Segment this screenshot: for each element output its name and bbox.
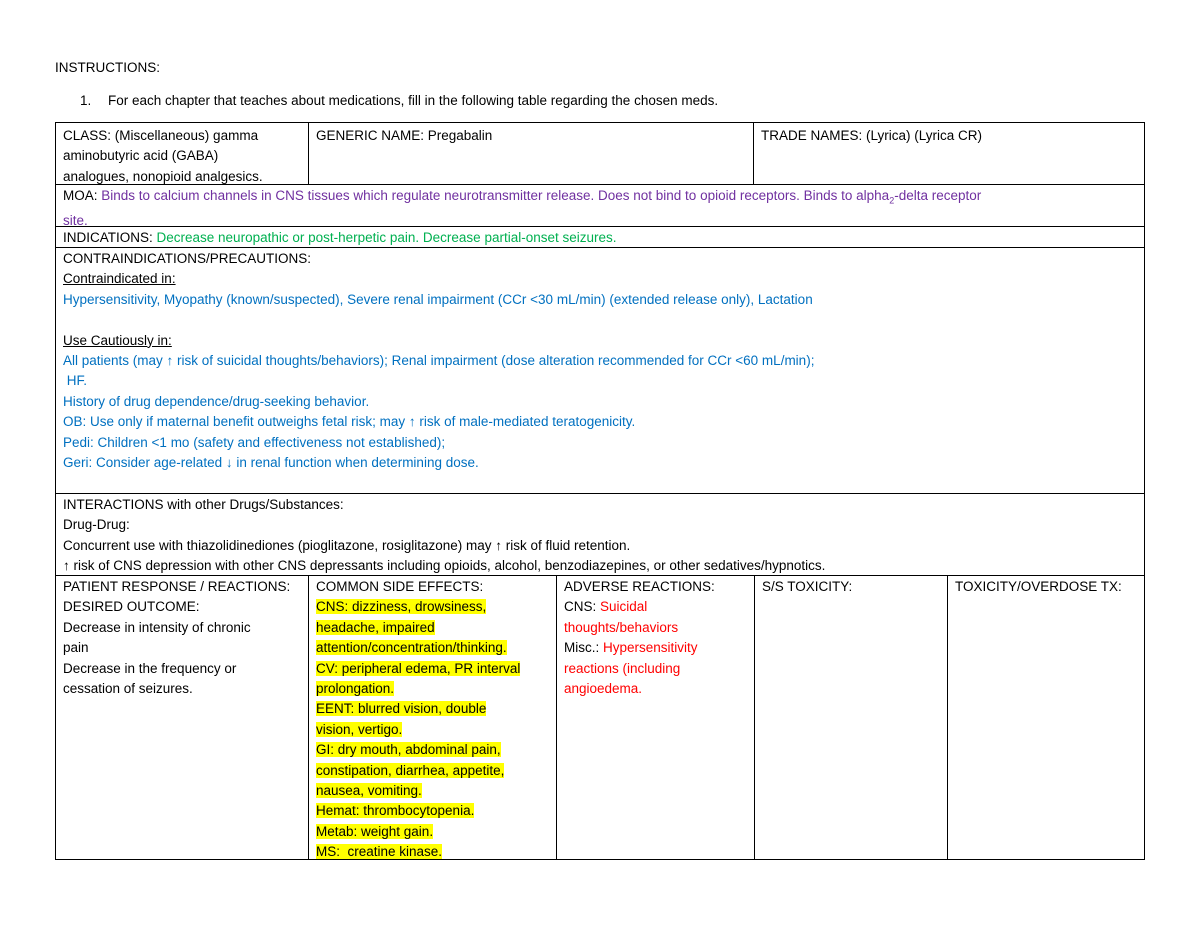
moa-label: MOA:: [63, 188, 102, 203]
class-cell: [56, 123, 309, 184]
adverse-cns-text-2: thoughts/behaviors: [564, 619, 679, 635]
moa-text: Binds to calcium channels in CNS tissues which regulate neurotransmitter release. Does not bind to opioid receptors. Binds to alpha: [101, 188, 890, 203]
adverse-misc-label: Misc.:: [564, 640, 603, 656]
cautious-line: All patients (may ↑ risk of suicidal thoughts/behaviors); Renal impairment (dose alteration recommended for CCr <60 mL/min);: [63, 353, 815, 369]
side-effect-line: Hemat: thrombocytopenia.: [316, 803, 475, 819]
response-line: DESIRED OUTCOME:: [63, 599, 200, 615]
adverse-misc-text-2: reactions (including: [564, 660, 681, 676]
side-effect-line: Metab: weight gain.: [316, 823, 434, 839]
side-effect-line: CNS: dizziness, drowsiness,: [316, 599, 487, 615]
trade-names-cell: [754, 123, 1144, 184]
contraindicated-text: Hypersensitivity, Myopathy (known/suspected), Severe renal impairment (CCr <30 mL/min) (extended release only), Lactation: [63, 291, 813, 307]
generic-name: GENERIC NAME: Pregabalin: [316, 128, 493, 143]
interactions-line: INTERACTIONS with other Drugs/Substances:: [63, 497, 344, 512]
cautious-line: Pedi: Children <1 mo (safety and effectiveness not established);: [63, 434, 446, 450]
side-effect-line: CV: peripheral edema, PR interval: [316, 660, 521, 676]
class-line: CLASS: (Miscellaneous) gamma: [63, 128, 259, 143]
toxicity-heading: S/S TOXICITY:: [762, 579, 853, 594]
trade-names: TRADE NAMES: (Lyrica) (Lyrica CR): [761, 128, 983, 143]
row-names: [56, 123, 1144, 185]
cautious-line: Geri: Consider age-related ↓ in renal function when determining dose.: [63, 455, 479, 471]
interactions-line: Concurrent use with thiazolidinediones (pioglitazone, rosiglitazone) may ↑ risk of fluid retention.: [63, 537, 631, 553]
adverse-heading: ADVERSE REACTIONS:: [564, 579, 715, 594]
overdose-heading: TOXICITY/OVERDOSE TX:: [955, 579, 1122, 594]
instructions-item-number: 1.: [80, 93, 92, 108]
side-effects-cell: [309, 576, 557, 859]
patient-response-cell: [56, 576, 309, 859]
class-line: aminobutyric acid (GABA): [63, 148, 219, 164]
row-indications: [56, 227, 1144, 248]
instructions-item: [80, 91, 718, 111]
side-effect-line: vision, vertigo.: [316, 721, 403, 737]
contra-heading: CONTRAINDICATIONS/PRECAUTIONS:: [63, 251, 312, 266]
indications-line: [63, 228, 1137, 248]
generic-name-cell: [309, 123, 754, 184]
moa-subscript: 2: [889, 195, 895, 206]
side-effects-heading: COMMON SIDE EFFECTS:: [316, 579, 484, 594]
adverse-misc-text-3: angioedema.: [564, 681, 643, 697]
side-effect-line: EENT: blurred vision, double: [316, 701, 487, 717]
row-moa: [56, 185, 1144, 227]
class-line: analogues, nonopioid analgesics.: [63, 168, 263, 184]
indications-label: INDICATIONS:: [63, 230, 157, 245]
moa-text-end: -delta receptor: [894, 188, 982, 203]
row-contraindications: [56, 248, 1144, 494]
cautious-label: Use Cautiously in:: [63, 332, 172, 348]
adverse-reactions-cell: [557, 576, 755, 859]
side-effect-line: headache, impaired: [316, 619, 435, 635]
moa-text-line2: site.: [63, 213, 88, 229]
overdose-cell: [948, 576, 1144, 859]
adverse-cns-label: CNS:: [564, 599, 601, 615]
cautious-line: History of drug dependence/drug-seeking behavior.: [63, 393, 370, 409]
instructions-item-text: For each chapter that teaches about medications, fill in the following table regarding the chosen meds.: [108, 93, 719, 108]
interactions-line: ↑ risk of CNS depression with other CNS depressants including opioids, alcohol, benzodiazepines, or other sedatives/hypnotics.: [63, 558, 826, 574]
medication-table: [55, 122, 1145, 860]
side-effect-line: nausea, vomiting.: [316, 783, 422, 799]
side-effect-line: constipation, diarrhea, appetite,: [316, 762, 505, 778]
side-effect-line: prolongation.: [316, 681, 395, 697]
side-effect-line: attention/concentration/thinking.: [316, 640, 507, 656]
response-line: Decrease in the frequency or: [63, 660, 237, 676]
contraindicated-label: Contraindicated in:: [63, 271, 176, 287]
row-reactions: [56, 576, 1144, 859]
indications-text: Decrease neuropathic or post-herpetic pain. Decrease partial-onset seizures.: [156, 230, 617, 245]
cautious-line: OB: Use only if maternal benefit outweighs fetal risk; may ↑ risk of male-mediated teratogenicity.: [63, 414, 636, 430]
response-line: Decrease in intensity of chronic: [63, 619, 251, 635]
side-effect-line: GI: dry mouth, abdominal pain,: [316, 742, 501, 758]
toxicity-cell: [755, 576, 948, 859]
response-line: PATIENT RESPONSE / REACTIONS:: [63, 579, 291, 594]
interactions-line: Drug-Drug:: [63, 517, 130, 533]
cautious-line: HF.: [63, 373, 88, 389]
instructions-title: INSTRUCTIONS:: [55, 60, 161, 75]
response-line: pain: [63, 640, 89, 656]
row-interactions: [56, 494, 1144, 576]
adverse-cns-text: Suicidal: [600, 599, 648, 615]
response-line: cessation of seizures.: [63, 681, 193, 697]
moa-line: [63, 186, 1137, 211]
side-effect-line: MS: creatine kinase.: [316, 844, 443, 860]
adverse-misc-text: Hypersensitivity: [603, 640, 698, 656]
